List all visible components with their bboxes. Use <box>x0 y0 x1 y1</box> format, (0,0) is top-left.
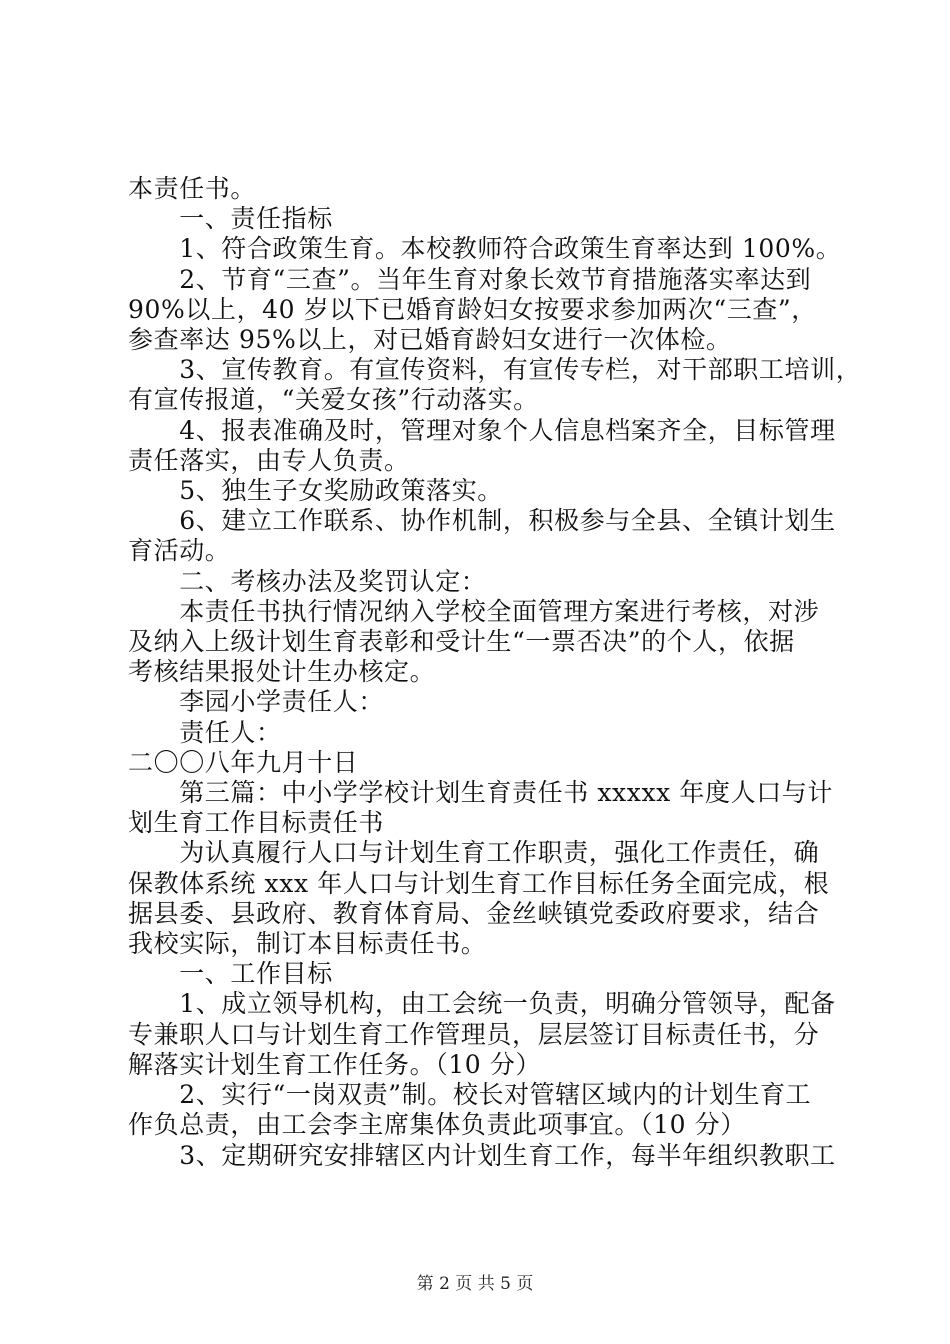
text-line: 2、节育“三查”。当年生育对象长效节育措施落实率达到 <box>128 264 812 294</box>
page-footer: 第 2 页 共 5 页 <box>416 1274 534 1294</box>
text-line: 1、符合政策生育。本校教师符合政策生育率达到 100%。 <box>128 234 842 264</box>
text-line: 2、实行“一岗双责”制。校长对管辖区域内的计划生育工 <box>128 1080 812 1110</box>
text-line: 一、责任指标 <box>128 204 333 234</box>
text-line: 责任人： <box>128 717 282 747</box>
text-line: 李园小学责任人： <box>128 687 385 717</box>
text-line: 参查率达 95%以上，对已婚育龄妇女进行一次体检。 <box>128 325 732 355</box>
text-line: 责任落实，由专人负责。 <box>128 445 410 475</box>
text-line: 3、定期研究安排辖区内计划生育工作，每半年组织教职工 <box>128 1140 836 1170</box>
text-line: 本责任书执行情况纳入学校全面管理方案进行考核，对涉 <box>128 596 820 626</box>
text-line: 6、建立工作联系、协作机制，积极参与全县、全镇计划生 <box>128 506 836 536</box>
text-line: 有宣传报道，“关爱女孩”行动落实。 <box>128 385 539 415</box>
text-line: 育活动。 <box>128 536 231 566</box>
text-line: 一、工作目标 <box>128 959 333 989</box>
text-line: 保教体系统 xxx 年人口与计划生育工作目标任务全面完成，根 <box>128 868 830 898</box>
text-line: 专兼职人口与计划生育工作管理员，层层签订目标责任书，分 <box>128 1019 820 1049</box>
text-line: 及纳入上级计划生育表彰和受计生“一票否决”的个人，依据 <box>128 627 795 657</box>
text-line: 作负总责，由工会李主席集体负责此项事宜。（10 分） <box>128 1110 746 1140</box>
text-line: 考核结果报处计生办核定。 <box>128 657 436 687</box>
text-line: 二〇〇八年九月十日 <box>128 747 359 777</box>
text-line: 解落实计划生育工作任务。（10 分） <box>128 1049 542 1079</box>
text-line: 二、考核办法及奖罚认定： <box>128 566 487 596</box>
text-line: 90%以上，40 岁以下已婚育龄妇女按要求参加两次“三查”， <box>128 294 817 324</box>
text-line: 我校实际，制订本目标责任书。 <box>128 929 487 959</box>
text-line: 据县委、县政府、教育体育局、金丝峡镇党委政府要求，结合 <box>128 898 820 928</box>
text-line: 划生育工作目标责任书 <box>128 808 385 838</box>
text-line: 1、成立领导机构，由工会统一负责，明确分管领导，配备 <box>128 989 836 1019</box>
document-body <box>128 174 862 1171</box>
text-line: 4、报表准确及时，管理对象个人信息档案齐全，目标管理 <box>128 415 836 445</box>
text-line: 第三篇：中小学学校计划生育责任书 xxxxx 年度人口与计 <box>128 778 833 808</box>
text-line: 5、独生子女奖励政策落实。 <box>128 476 503 506</box>
text-line: 为认真履行人口与计划生育工作职责，强化工作责任，确 <box>128 838 820 868</box>
text-line: 3、宣传教育。有宣传资料，有宣传专栏，对干部职工培训， <box>128 355 862 385</box>
text-line: 本责任书。 <box>128 174 257 203</box>
